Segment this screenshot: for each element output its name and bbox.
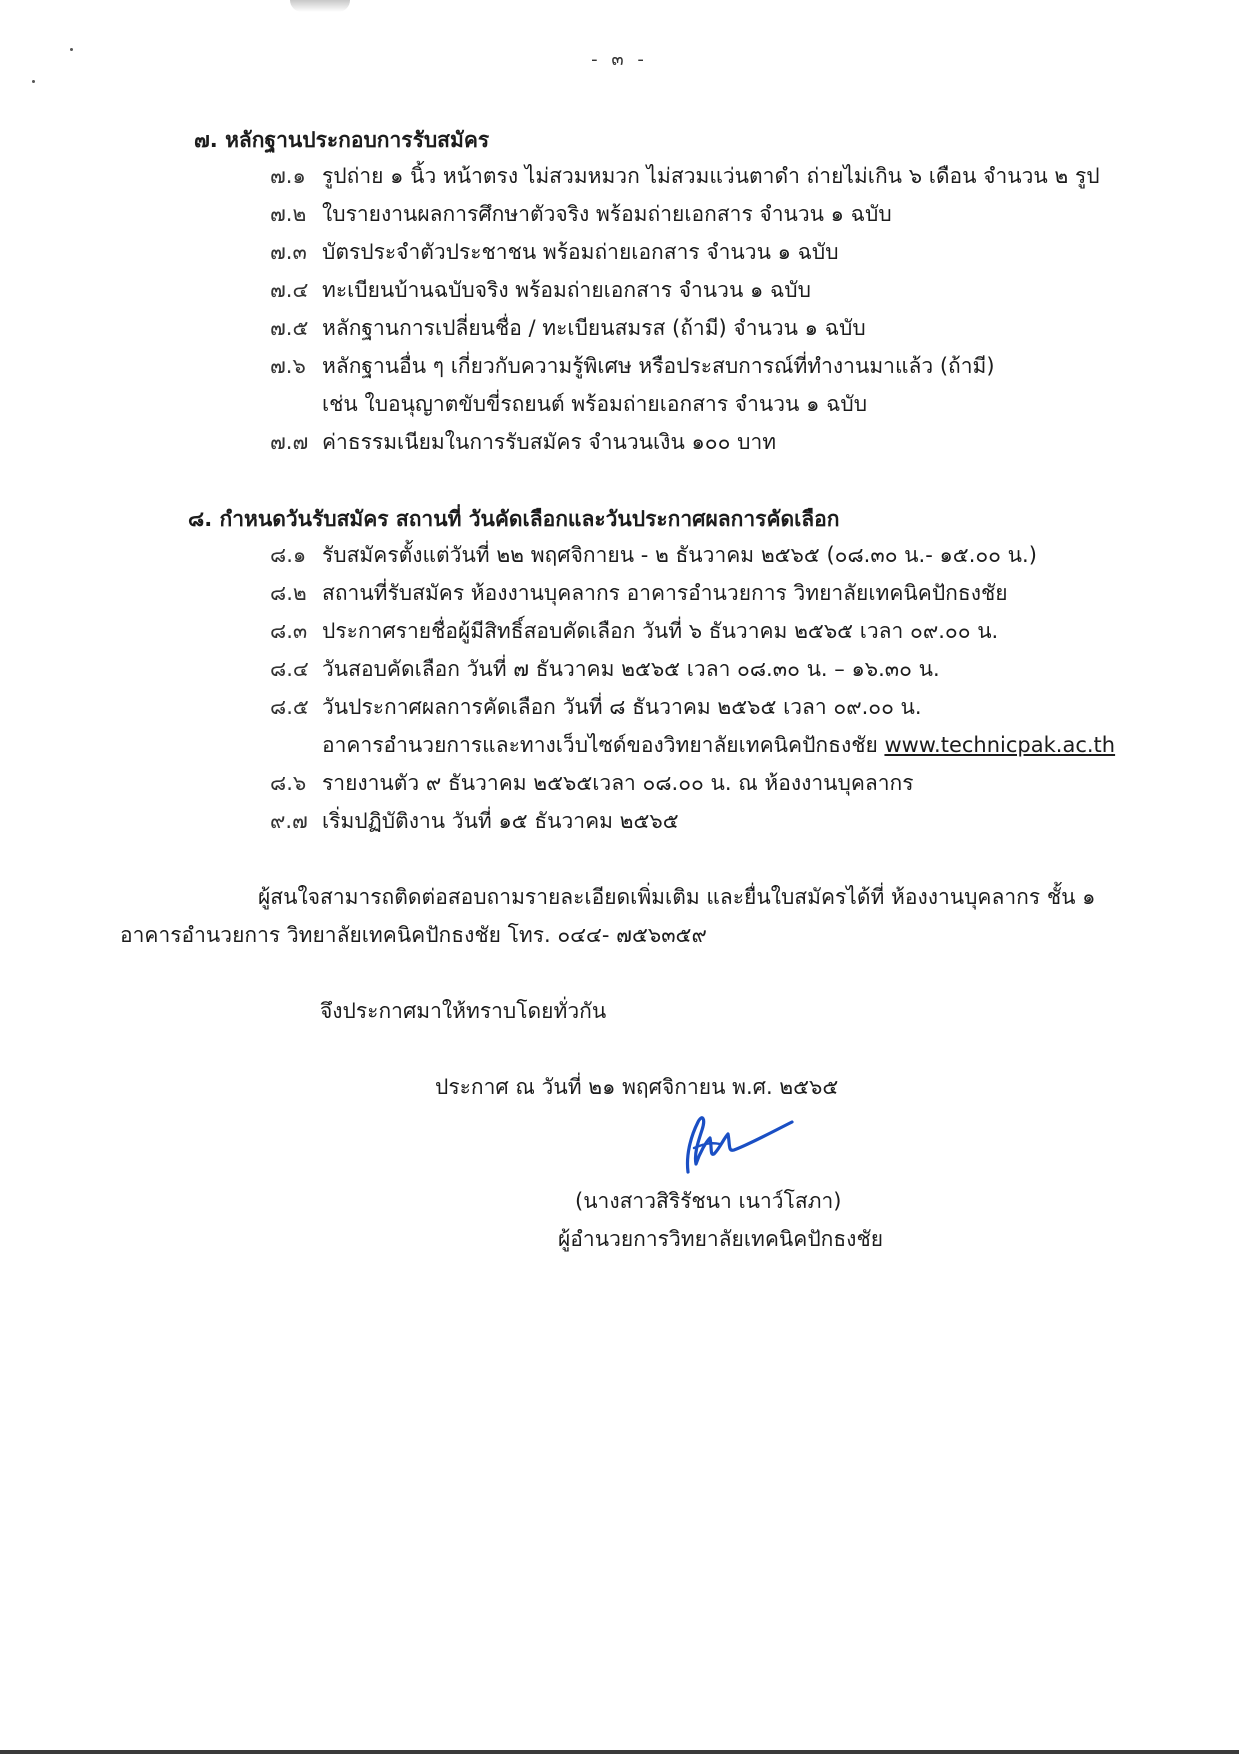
list-item xyxy=(270,427,776,457)
list-item xyxy=(270,199,892,229)
page-number: - ๓ - xyxy=(591,49,648,70)
announcement: จึงประกาศมาให้ทราบโดยทั่วกัน xyxy=(320,999,607,1023)
item-number: ๘.๔ xyxy=(270,657,309,681)
item-number: ๙.๗ xyxy=(270,809,308,833)
item-number: ๘.๓ xyxy=(270,619,308,643)
list-item-continuation xyxy=(270,389,867,419)
section-7-heading: ๗. หลักฐานประกอบการรับสมัคร xyxy=(194,128,490,152)
list-item xyxy=(270,578,1008,608)
item-text: ประกาศรายชื่อผู้มีสิทธิ์สอบคัดเลือก วันที่ ๖ ธันวาคม ๒๕๖๕ เวลา ๐๙.๐๐ น. xyxy=(322,619,999,643)
item-text: รับสมัครตั้งแต่วันที่ ๒๒ พฤศจิกายน - ๒ ธันวาคม ๒๕๖๕ (๐๘.๓๐ น.- ๑๕.๐๐ น.) xyxy=(322,543,1037,567)
item-number: ๘.๑ xyxy=(270,543,307,567)
item-number: ๗.๗ xyxy=(270,430,309,454)
item-number: ๗.๓ xyxy=(270,240,307,264)
list-item xyxy=(270,275,811,305)
item-text: ใบรายงานผลการศึกษาตัวจริง พร้อมถ่ายเอกสาร จำนวน ๑ ฉบับ xyxy=(322,202,892,226)
signer-name: (นางสาวสิริรัชนา เนาว์โสภา) xyxy=(575,1189,842,1213)
scan-edge xyxy=(0,1750,1239,1754)
item-number: ๗.๑ xyxy=(270,164,306,188)
list-item xyxy=(270,313,866,343)
list-item xyxy=(270,692,922,722)
scan-speck xyxy=(32,80,35,83)
item-number: ๗.๕ xyxy=(270,316,309,340)
list-item xyxy=(270,654,940,684)
item-text: ค่าธรรมเนียมในการรับสมัคร จำนวนเงิน ๑๐๐ บาท xyxy=(322,430,777,454)
item-number: ๘.๖ xyxy=(270,771,307,795)
item-text: เริ่มปฏิบัติงาน วันที่ ๑๕ ธันวาคม ๒๕๖๕ xyxy=(322,809,679,833)
scan-shadow xyxy=(290,0,350,12)
list-item xyxy=(270,616,998,646)
announcement-date: ประกาศ ณ วันที่ ๒๑ พฤศจิกายน พ.ศ. ๒๕๖๕ xyxy=(435,1075,839,1099)
item-number: ๗.๒ xyxy=(270,202,307,226)
list-item-continuation xyxy=(322,730,1115,760)
signature-image xyxy=(680,1108,800,1178)
item-text: หลักฐานการเปลี่ยนชื่อ / ทะเบียนสมรส (ถ้ามี) จำนวน ๑ ฉบับ xyxy=(322,316,866,340)
list-item xyxy=(270,806,679,836)
contact-line-1: ผู้สนใจสามารถติดต่อสอบถามรายละเอียดเพิ่มเติม และยื่นใบสมัครได้ที่ ห้องงานบุคลากร ชั้น ๑ xyxy=(258,885,1096,909)
item-number: ๗.๔ xyxy=(270,278,309,302)
item-text: วันประกาศผลการคัดเลือก วันที่ ๘ ธันวาคม ๒๕๖๕ เวลา ๐๙.๐๐ น. xyxy=(322,695,922,719)
website-link[interactable]: www.technicpak.ac.th xyxy=(884,733,1116,757)
list-item xyxy=(270,768,914,798)
item-text: บัตรประจำตัวประชาชน พร้อมถ่ายเอกสาร จำนวน ๑ ฉบับ xyxy=(322,240,839,264)
item-text: เช่น ใบอนุญาตขับขี่รถยนต์ พร้อมถ่ายเอกสาร จำนวน ๑ ฉบับ xyxy=(322,392,868,416)
contact-line-2: อาคารอำนวยการ วิทยาลัยเทคนิคปักธงชัย โทร. ๐๔๔- ๗๕๖๓๕๙ xyxy=(120,923,707,947)
item-number: ๘.๕ xyxy=(270,695,309,719)
item-text: รูปถ่าย ๑ นิ้ว หน้าตรง ไม่สวมหมวก ไม่สวมแว่นตาดำ ถ่ายไม่เกิน ๖ เดือน จำนวน ๒ รูป xyxy=(322,164,1100,188)
item-text: สถานที่รับสมัคร ห้องงานบุคลากร อาคารอำนวยการ วิทยาลัยเทคนิคปักธงชัย xyxy=(322,581,1008,605)
item-number: ๘.๒ xyxy=(270,581,307,605)
item-text: หลักฐานอื่น ๆ เกี่ยวกับความรู้พิเศษ หรือประสบการณ์ที่ทำงานมาแล้ว (ถ้ามี) xyxy=(322,354,995,378)
signer-title: ผู้อำนวยการวิทยาลัยเทคนิคปักธงชัย xyxy=(558,1227,883,1251)
list-item xyxy=(270,237,839,267)
list-item xyxy=(270,540,1037,570)
item-text: ทะเบียนบ้านฉบับจริง พร้อมถ่ายเอกสาร จำนวน ๑ ฉบับ xyxy=(322,278,811,302)
section-8-heading: ๘. กำหนดวันรับสมัคร สถานที่ วันคัดเลือกและวันประกาศผลการคัดเลือก xyxy=(188,507,840,531)
item-text: รายงานตัว ๙ ธันวาคม ๒๕๖๕เวลา ๐๘.๐๐ น. ณ ห้องงานบุคลากร xyxy=(322,771,914,795)
list-item xyxy=(270,161,1100,191)
list-item xyxy=(270,351,995,381)
item-number: ๗.๖ xyxy=(270,354,306,378)
item-text: อาคารอำนวยการและทางเว็บไซด์ของวิทยาลัยเทคนิคปักธงชัย xyxy=(322,733,885,757)
item-text: วันสอบคัดเลือก วันที่ ๗ ธันวาคม ๒๕๖๕ เวลา ๐๘.๓๐ น. – ๑๖.๓๐ น. xyxy=(322,657,940,681)
